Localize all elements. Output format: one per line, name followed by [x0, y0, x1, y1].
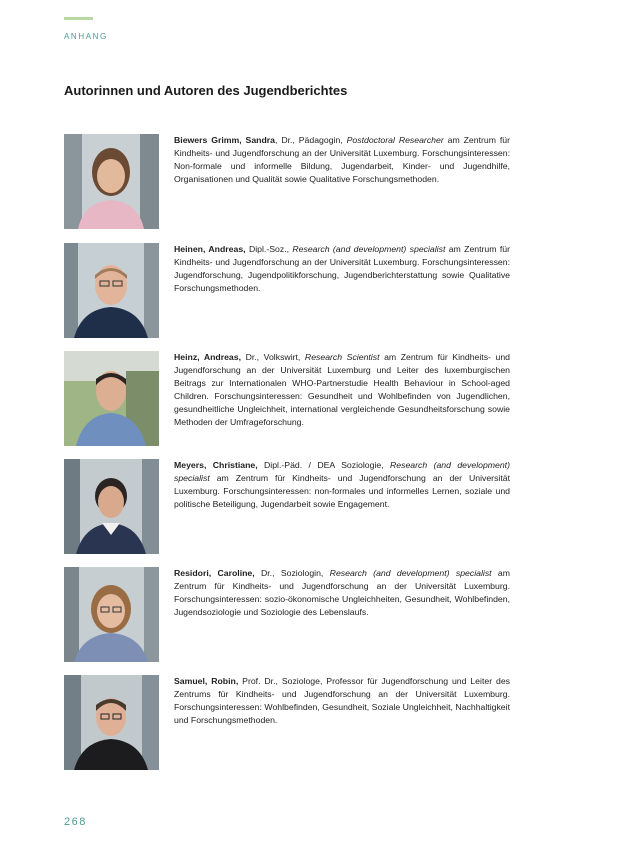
- author-name: Meyers, Christiane,: [174, 460, 258, 470]
- author-credentials: Dr., Soziologin,: [254, 568, 330, 578]
- author-photo: [64, 243, 159, 338]
- author-name: Residori, Caroline,: [174, 568, 255, 578]
- author-photo: [64, 567, 159, 662]
- author-description: am Zentrum für Kindheits- und Jugendforschung an der Universität Luxemburg. Forschungsinteressen: Non-formale und informelle Bildung, Jugendarbeit, Kinder- und Jugendhilfe, Organisationen und Qualität sowie Qualitative Forschungsmethoden.: [174, 135, 511, 185]
- author-photo: [64, 351, 159, 446]
- author-bio: [174, 567, 510, 619]
- author-role: Research Scientist: [304, 352, 380, 362]
- author-credentials: Prof. Dr., Soziologe, Professor für Jugendforschung und Leiter des Zentrums für Kindheits- und Jugendforschung an der Universität Luxemburg. Forschungsinteressen: Wohlbefinden, Gesundheit, Soziale Ungleichheit, Nachhaltigkeit und Forschungsmethoden.: [174, 676, 510, 726]
- author-name: Heinen, Andreas,: [174, 244, 246, 254]
- author-entry: [64, 567, 510, 663]
- author-entry: [64, 351, 510, 447]
- author-bio: [174, 351, 510, 430]
- author-credentials: , Dr., Pädagogin,: [275, 135, 347, 145]
- author-description: am Zentrum für Kindheits- und Jugendforschung an der Universität Luxemburg und Leiter des luxemburgischen Beitrags zur Internationalen WHO-Partnerstudie Health Behaviour in School-aged Children. Forschungsinteressen: Gesundheit und Wohlbefinden von Jugendlichen, gesundheitliche Ungleichheit, international vergleichende Gesundheitsforschung sowie Methoden der Umfrageforschung.: [174, 352, 510, 428]
- author-credentials: Dipl.-Soz.,: [245, 244, 293, 254]
- author-bio: [174, 243, 510, 295]
- author-role: Research (and development) specialist: [292, 244, 446, 254]
- author-role: Research (and development) specialist: [174, 460, 510, 484]
- page-number: 268: [64, 816, 87, 828]
- author-credentials: Dipl.-Päd. / DEA Soziologie,: [257, 460, 391, 470]
- author-entry: [64, 243, 510, 339]
- author-description: am Zentrum für Kindheits- und Jugendforschung an der Universität Luxemburg. Forschungsinteressen: Jugendforschung, Jugendpolitikforschung, Jugendberichterstattung sowie Qualitative Forschungsmethoden.: [174, 244, 510, 294]
- author-name: Samuel, Robin,: [174, 676, 239, 686]
- author-description: am Zentrum für Kindheits- und Jugendforschung an der Universität Luxemburg. Forschungsinteressen: non-formales und informelles Lernen, soziale und politische Beteiligung, Jugendarbeit sowie Engagement.: [174, 473, 510, 510]
- author-name: Biewers Grimm, Sandra: [174, 135, 276, 145]
- author-photo: [64, 459, 159, 554]
- author-bio: [174, 459, 510, 511]
- author-description: am Zentrum für Kindheits- und Jugendforschung an der Universität Luxemburg. Forschungsinteressen: sozio-ökonomische Ungleichheiten, Gesundheit, Wohlbefinden, Jugendsoziologie und Soziologie des Lebenslaufs.: [174, 568, 510, 618]
- author-entry: [64, 134, 510, 230]
- author-photo: [64, 675, 159, 770]
- author-entry: [64, 459, 510, 555]
- header-accent-bar: [64, 17, 93, 20]
- author-role: Postdoctoral Researcher: [346, 135, 444, 145]
- author-role: Research (and development) specialist: [329, 568, 492, 578]
- author-bio: [174, 134, 510, 186]
- author-bio: [174, 675, 510, 727]
- section-label: ANHANG: [64, 32, 108, 41]
- author-photo: [64, 134, 159, 229]
- author-entry: [64, 675, 510, 771]
- author-credentials: Dr., Volkswirt,: [241, 352, 305, 362]
- author-name: Heinz, Andreas,: [174, 352, 242, 362]
- page-title: Autorinnen und Autoren des Jugendberichtes: [64, 83, 348, 98]
